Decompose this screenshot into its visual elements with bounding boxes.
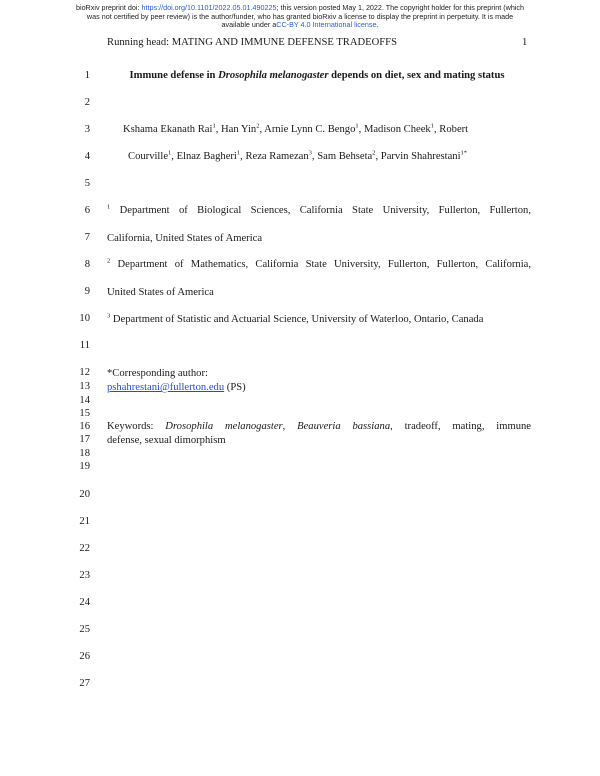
affiliation-3: $^3$ Department of Statistic and Actuarial Science, University of Waterloo, Ontario, Canada bbox=[107, 312, 484, 325]
author-line-1 bbox=[123, 124, 468, 135]
affiliation-2-cont: United States of America bbox=[107, 287, 214, 298]
notice-text: . bbox=[376, 20, 379, 30]
author: , Elnaz Bagheri$^1$ bbox=[171, 149, 241, 162]
license-link[interactable]: CC-BY 4.0 International license bbox=[276, 20, 377, 30]
line-number: 24 bbox=[79, 597, 90, 608]
affiliation-1: $^1$ Department of Biological Sciences, California State University, Fullerton, Fullerton, bbox=[107, 203, 531, 216]
notice-text: ; this version posted May 1, 2022. The copyright holder for this preprint (which bbox=[276, 3, 525, 12]
line-number: 25 bbox=[79, 624, 90, 635]
line-number: 4 bbox=[84, 151, 90, 162]
author: , Parvin Shahrestani$^{1*}$ bbox=[375, 149, 468, 162]
line-number: 15 bbox=[79, 408, 90, 419]
corresponding-label: *Corresponding author: bbox=[107, 368, 208, 379]
doi-link[interactable]: https://doi.org/10.1101/2022.05.01.490225 bbox=[141, 3, 277, 12]
author: , Reza Ramezan$^3$ bbox=[240, 149, 312, 162]
line-number: 21 bbox=[79, 516, 90, 527]
notice-text: bioRxiv preprint doi: bbox=[75, 3, 142, 12]
line-number: 1 bbox=[84, 70, 90, 81]
running-head: Running head: MATING AND IMMUNE DEFENSE TRADEOFFS bbox=[107, 37, 397, 48]
line-number: 11 bbox=[79, 340, 90, 351]
line-number: 20 bbox=[79, 489, 90, 500]
notice-text: was not certified by peer review) is the author/funder, who has granted bioRxiv a license to display the preprint in perpetuity. It is made bbox=[86, 11, 514, 21]
line-number: 14 bbox=[79, 395, 90, 406]
author: , Madison Cheek$^1$ bbox=[358, 122, 434, 135]
species-name: Drosophila melanogaster bbox=[218, 70, 329, 81]
line-number: 16 bbox=[79, 421, 90, 432]
line-number: 19 bbox=[79, 461, 90, 472]
line-number: 17 bbox=[79, 434, 90, 445]
keywords-line-1: Keywords: Drosophila melanogaster, Beauveria bassiana, tradeoff, mating, immune bbox=[107, 421, 532, 432]
line-number: 10 bbox=[79, 313, 90, 324]
author: , Robert bbox=[433, 124, 469, 135]
author: , Han Yin$^2$ bbox=[215, 122, 260, 135]
author: , Sam Behseta$^2$ bbox=[311, 149, 376, 162]
affiliation-1-cont: California, United States of America bbox=[107, 233, 263, 244]
line-number: 26 bbox=[79, 651, 90, 662]
line-number: 6 bbox=[84, 205, 90, 216]
line-number: 2 bbox=[84, 97, 90, 108]
email-link[interactable]: pshahrestani@fullerton.edu bbox=[107, 382, 225, 393]
corresponding-contact: pshahrestani@fullerton.edu (PS) bbox=[107, 382, 246, 393]
line-number: 5 bbox=[84, 178, 90, 189]
keywords-line-2: defense, sexual dimorphism bbox=[107, 435, 226, 446]
page-number: 1 bbox=[522, 37, 528, 48]
paper-title: Immune defense in Drosophila melanogaster depends on diet, sex and mating status bbox=[129, 70, 505, 81]
author: , Arnie Lynn C. Bengo$^1$ bbox=[259, 122, 359, 135]
preprint-notice bbox=[40, 4, 560, 30]
line-number: 27 bbox=[79, 678, 90, 689]
affiliation-2: $^2$ Department of Mathematics, California State University, Fullerton, Fullerton, California, bbox=[107, 257, 531, 270]
author-line-2 bbox=[128, 151, 467, 162]
line-number: 9 bbox=[84, 286, 90, 297]
line-number: 12 bbox=[79, 367, 90, 378]
line-number: 23 bbox=[79, 570, 90, 581]
author: Courville$^1$ bbox=[128, 149, 172, 162]
line-number: 13 bbox=[79, 381, 90, 392]
author: Kshama Ekanath Rai$^1$ bbox=[123, 122, 216, 135]
line-number: 3 bbox=[84, 124, 90, 135]
line-number: 22 bbox=[79, 543, 90, 554]
notice-text: available under a bbox=[221, 20, 277, 30]
line-number: 7 bbox=[84, 232, 90, 243]
line-number: 18 bbox=[79, 448, 90, 459]
line-number: 8 bbox=[84, 259, 90, 270]
